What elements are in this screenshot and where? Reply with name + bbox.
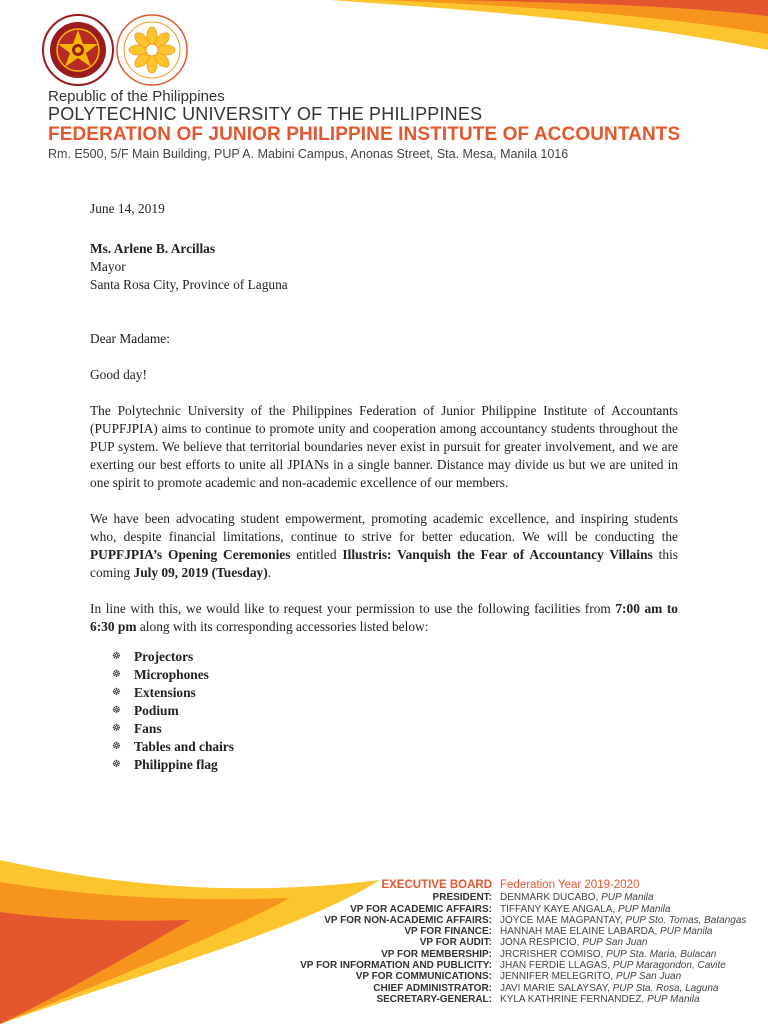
list-item-label: Extensions <box>134 685 196 700</box>
board-name-text: JHAN FERDIE LLAGAS, <box>500 960 613 972</box>
board-name-text: JAVI MARIE SALAYSAY, <box>500 982 613 994</box>
board-name-text: TIFFANY KAYE ANGALA, <box>500 903 619 915</box>
letterhead <box>48 88 680 162</box>
board-name <box>500 892 654 903</box>
letterhead-university: POLYTECHNIC UNIVERSITY OF THE PHILIPPINES <box>48 104 483 124</box>
list-item-label: Podium <box>134 703 179 718</box>
recipient-title: Mayor <box>90 259 126 274</box>
paragraph-2 <box>90 510 678 582</box>
bullet-icon: ☸ <box>112 741 121 752</box>
board-role: VP FOR AUDIT: <box>419 937 492 949</box>
board-name-text: JENNIFER MELEGRITO, <box>500 971 616 983</box>
event-title: Illustris: Vanquish the Fear of Accountancy Villains <box>342 547 653 562</box>
list-item <box>112 666 678 684</box>
board-name <box>500 904 670 915</box>
board-campus: PUP Sta. Rosa, Laguna <box>612 982 719 994</box>
paragraph-2-part4: . <box>267 565 272 580</box>
board-role: CHIEF ADMINISTRATOR: <box>373 982 492 994</box>
bullet-icon: ☸ <box>112 705 121 716</box>
board-member <box>300 971 760 982</box>
list-item-label: Projectors <box>134 649 194 664</box>
board-campus: PUP Manila <box>618 903 671 915</box>
board-name <box>500 960 726 971</box>
board-role: PRESIDENT: <box>432 892 492 904</box>
board-campus: PUP San Juan <box>615 971 682 983</box>
board-role: SECRETARY-GENERAL: <box>376 993 492 1005</box>
board-role: VP FOR COMMUNICATIONS: <box>355 971 492 983</box>
board-campus: PUP Maragondon, Cavite <box>612 960 726 972</box>
paragraph-3 <box>90 600 678 636</box>
board-name-text: HANNAH MAE ELAINE LABARDA, <box>500 926 661 938</box>
recipient-name-text: Ms. Arlene B. Arcillas <box>90 241 216 256</box>
board-name <box>500 926 712 937</box>
paragraph-3-part1: In line with this, we would like to request your permission to use the following facilities from <box>90 601 616 616</box>
letterhead-republic: Republic of the Philippines <box>48 88 225 105</box>
board-name-text: KYLA KATHRINE FERNANDEZ, <box>500 993 648 1005</box>
board-member <box>300 937 760 948</box>
board-name <box>500 994 700 1005</box>
board-campus: PUP Manila <box>660 926 713 938</box>
facility-list <box>112 648 678 774</box>
board-campus: PUP Manila <box>647 993 700 1005</box>
board-member <box>300 960 760 971</box>
event-organizer: PUPFJPIA’s Opening Ceremonies <box>90 547 291 562</box>
board-name <box>500 937 647 948</box>
pup-seal-icon <box>42 14 114 86</box>
board-member <box>300 994 760 1005</box>
greeting: Good day! <box>90 367 147 382</box>
board-campus: PUP Sto. Tomas, Batangas <box>625 914 747 926</box>
bullet-icon: ☸ <box>112 723 121 734</box>
bullet-icon: ☸ <box>112 651 121 662</box>
board-name <box>500 949 716 960</box>
letter-body <box>90 200 678 774</box>
facility-time: 7:00 am to 6:30 pm <box>90 601 678 634</box>
paragraph-1: The Polytechnic University of the Philippines Federation of Junior Philippine Institute of Accountants (PUPFJPIA) aims to continue to promote unity and cooperation among accountancy students throughout the PUP system. We believe that territorial boundaries never exist in pursuit for greater involvement, and we are exerting our best efforts to unite all JPIANs in a single banner. Distance may divide us but we are united in one spirit to promote academic and non-academic excellence of our members. <box>90 403 678 490</box>
bullet-icon: ☸ <box>112 669 121 680</box>
executive-board-header <box>300 880 760 891</box>
board-member <box>300 915 760 926</box>
board-role: VP FOR NON-ACADEMIC AFFAIRS: <box>324 914 492 926</box>
recipient-name <box>90 240 678 258</box>
executive-board-heading: EXECUTIVE BOARD <box>381 879 492 891</box>
executive-board <box>300 880 760 1005</box>
board-campus: PUP San Juan <box>582 937 648 949</box>
board-campus: PUP Manila <box>601 892 654 904</box>
board-name-text: JRCRISHER COMISO, <box>500 948 607 960</box>
recipient-location: Santa Rosa City, Province of Laguna <box>90 277 288 292</box>
board-member <box>300 904 760 915</box>
board-member <box>300 892 760 903</box>
bullet-icon: ☸ <box>112 759 121 770</box>
board-name-text: DENMARK DUCABO, <box>500 892 602 904</box>
list-item <box>112 738 678 756</box>
list-item <box>112 702 678 720</box>
list-item-label: Tables and chairs <box>134 739 234 754</box>
board-member <box>300 983 760 994</box>
letterhead-address: Rm. E500, 5/F Main Building, PUP A. Mabini Campus, Anonas Street, Sta. Mesa, Manila 1016 <box>48 147 569 161</box>
board-role: VP FOR MEMBERSHIP: <box>381 948 492 960</box>
paragraph-2-part1: We have been advocating student empowerment, promoting academic excellence, and inspiring students who, despite financial limitations, continue to strive for better education. We will be conducting the <box>90 511 678 544</box>
paragraph-2-part3: this coming <box>90 547 678 580</box>
letter-date: June 14, 2019 <box>90 201 165 216</box>
board-campus: PUP Sta. Maria, Bulacan <box>606 948 717 960</box>
bullet-icon: ☸ <box>112 687 121 698</box>
list-item-label: Philippine flag <box>134 757 218 772</box>
board-role: VP FOR FINANCE: <box>404 926 492 938</box>
list-item-label: Microphones <box>134 667 209 682</box>
jpia-seal-icon <box>116 14 188 86</box>
list-item <box>112 756 678 774</box>
paragraph-2-part2: entitled <box>290 547 343 562</box>
federation-year: Federation Year 2019-2020 <box>500 879 640 891</box>
event-date: July 09, 2019 (Tuesday) <box>133 565 268 580</box>
list-item <box>112 648 678 666</box>
board-member <box>300 926 760 937</box>
board-role: VP FOR INFORMATION AND PUBLICITY: <box>300 960 492 972</box>
board-name-text: JONA RESPICIO, <box>500 937 583 949</box>
board-name <box>500 983 718 994</box>
list-item <box>112 720 678 738</box>
list-item <box>112 684 678 702</box>
board-member <box>300 949 760 960</box>
paragraph-3-part2: along with its corresponding accessories listed below: <box>136 619 429 634</box>
list-item-label: Fans <box>134 721 162 736</box>
board-name-text: JOYCE MAE MAGPANTAY, <box>500 914 626 926</box>
board-name <box>500 915 746 926</box>
board-name <box>500 971 681 982</box>
salutation: Dear Madame: <box>90 331 170 346</box>
letterhead-federation: FEDERATION OF JUNIOR PHILIPPINE INSTITUTE OF ACCOUNTANTS <box>48 124 681 145</box>
board-role: VP FOR ACADEMIC AFFAIRS: <box>350 903 492 915</box>
